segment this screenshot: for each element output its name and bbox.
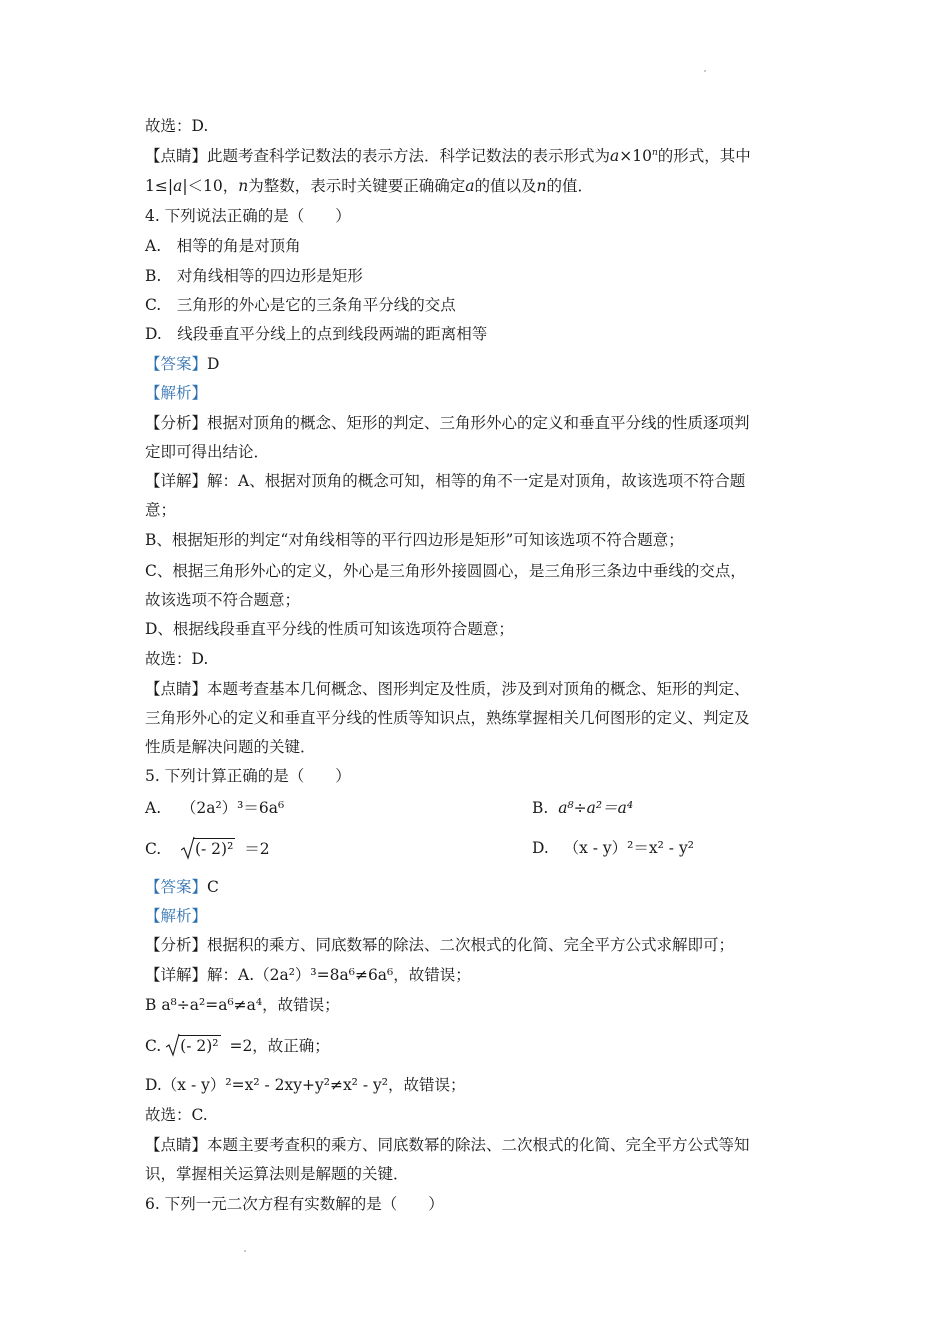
question-5-analysis-label: 【解析】 (145, 907, 208, 925)
detail-line: 【详解】解：A.（2a²）³=8a⁶≠6a⁶，故错误； (145, 966, 471, 984)
question-4-analysis-label: 【解析】 (145, 384, 208, 402)
question-5-option-a: A. （2a²）³＝6a⁶ (145, 799, 285, 817)
detail-line: C. (- 2)² =2，故正确； (145, 1035, 330, 1056)
detail-line: D、根据线段垂直平分线的性质可知该选项符合题意； (145, 620, 514, 638)
question-4-stem: 4. 下列说法正确的是（ ） (145, 207, 351, 225)
question-4-option-c: C. 三角形的外心是它的三条角平分线的交点 (145, 296, 456, 314)
summary-line: 三角形外心的定义和垂直平分线的性质等知识点，熟练掌握相关几何图形的定义、判定及 (145, 709, 750, 727)
question-4-option-d: D. 线段垂直平分线上的点到线段两端的距离相等 (145, 325, 488, 343)
answer-choice-line: 故选：D. (145, 117, 209, 135)
question-4-option-a: A. 相等的角是对顶角 (145, 237, 301, 255)
question-6-stem: 6. 下列一元二次方程有实数解的是（ ） (145, 1195, 444, 1213)
summary-line: 【点睛】本题主要考查积的乘方、同底数幂的除法、二次根式的化简、完全平方公式等知 (145, 1136, 750, 1154)
square-root-icon: (- 2)² (166, 1035, 220, 1056)
summary-line: 识，掌握相关运算法则是解题的关键． (145, 1165, 409, 1183)
analysis-line: 定即可得出结论． (145, 443, 270, 461)
detail-line: 意； (145, 501, 177, 519)
detail-line: 【详解】解：A、根据对顶角的概念可知，相等的角不一定是对顶角，故该选项不符合题 (145, 472, 746, 490)
question-5-stem: 5. 下列计算正确的是（ ） (145, 767, 351, 785)
question-5-option-d: D. （x - y）²＝x² - y² (532, 839, 694, 857)
question-5-option-c: C. (- 2)² ＝2 (145, 838, 270, 859)
analysis-line: 【分析】根据对顶角的概念、矩形的判定、三角形外心的定义和垂直平分线的性质逐项判 (145, 414, 750, 432)
answer-choice-line: 故选：C. (145, 1106, 208, 1124)
analysis-line: 【分析】根据积的乘方、同底数幂的除法、二次根式的化简、完全平方公式求解即可； (145, 936, 735, 954)
detail-line: B、根据矩形的判定“对角线相等的平行四边形是矩形”可知该选项不符合题意； (145, 531, 684, 549)
summary-line: 【点睛】本题考查基本几何概念、图形判定及性质，涉及到对顶角的概念、矩形的判定、 (145, 680, 750, 698)
question-5-option-b: B. a⁸÷a²＝a⁴ (532, 799, 634, 817)
summary-line: 【点睛】此题考查科学记数法的表示方法．科学记数法的表示形式为$a\times 10^n$的形式，其中 (145, 147, 751, 165)
question-4-option-b: B. 对角线相等的四边形是矩形 (145, 267, 363, 285)
scan-speck (704, 70, 706, 72)
summary-line: 性质是解决问题的关键． (145, 738, 316, 756)
summary-line: 1≤|a|＜10，n为整数，表示时关键要正确确定a的值以及n的值． (145, 177, 594, 195)
detail-line: C、根据三角形外心的定义，外心是三角形外接圆圆心，是三角形三条边中垂线的交点， (145, 562, 746, 580)
square-root-icon: (- 2)² (181, 838, 235, 859)
question-4-answer: 【答案】D (145, 355, 220, 373)
detail-line: 故该选项不符合题意； (145, 591, 301, 609)
detail-line: B a⁸÷a²=a⁶≠a⁴，故错误； (145, 996, 340, 1014)
detail-line: D.（x - y）²=x² - 2xy+y²≠x² - y²，故错误； (145, 1076, 466, 1094)
answer-choice-line: 故选：D. (145, 650, 209, 668)
question-5-answer: 【答案】C (145, 878, 219, 896)
scan-speck (244, 1250, 246, 1252)
